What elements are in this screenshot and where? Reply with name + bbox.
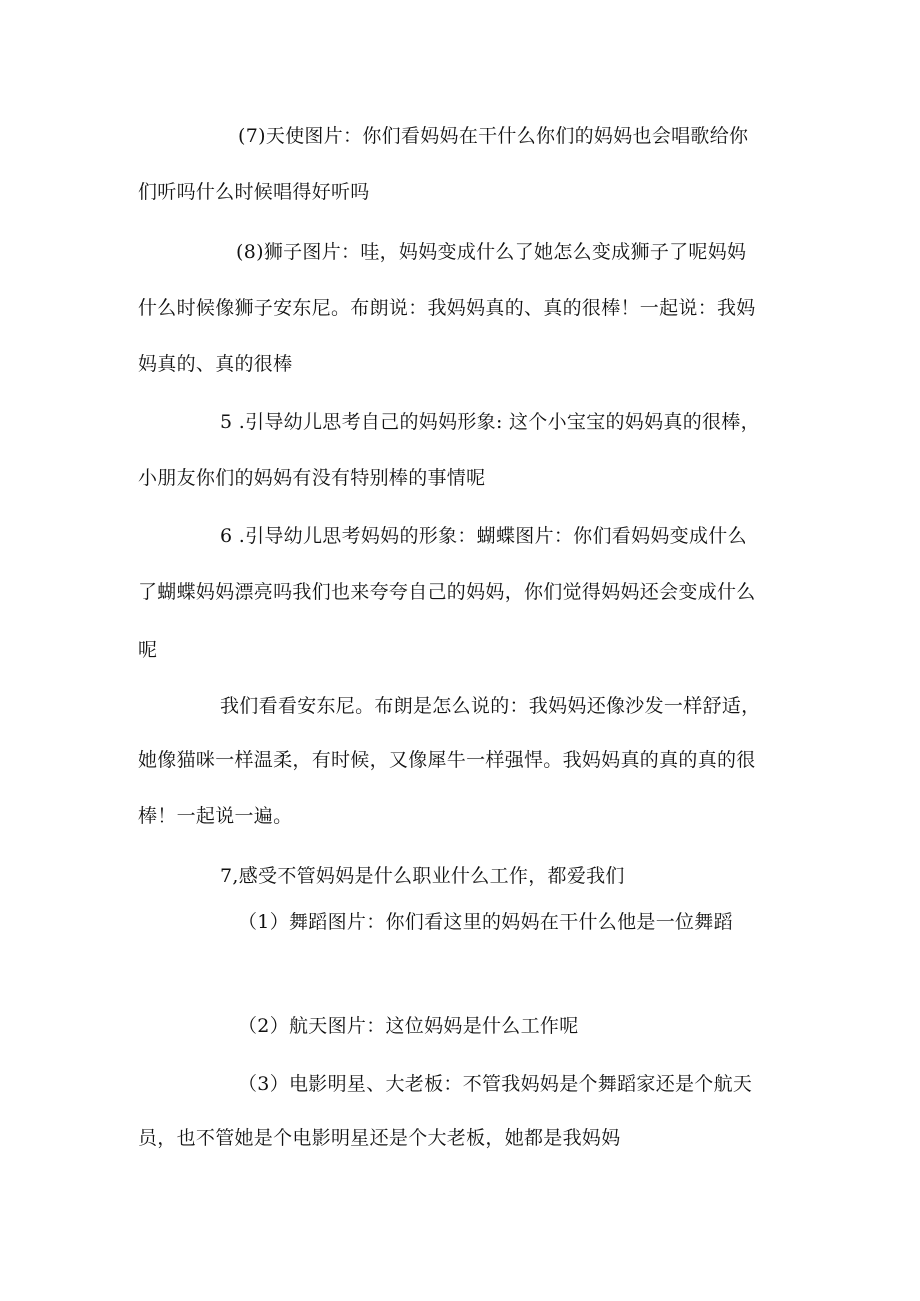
paragraph-movie-line-1: （3）电影明星、大老板：不管我妈妈是个舞蹈家还是个航天 (238, 1073, 753, 1095)
paragraph-angel-line-1: (7)天使图片：你们看妈妈在干什么你们的妈妈也会唱歌给你 (238, 125, 749, 147)
paragraph-dance-line-1: （1）舞蹈图片：你们看这里的妈妈在干什么他是一位舞蹈 (238, 911, 733, 933)
paragraph-space-line-1: （2）航天图片：这位妈妈是什么工作呢 (238, 1015, 579, 1037)
paragraph-step7-line-1: 7,感受不管妈妈是什么职业什么工作，都爱我们 (220, 865, 625, 887)
paragraph-step6-line-1: 6 .引导幼儿思考妈妈的形象：蝴蝶图片：你们看妈妈变成什么 (220, 525, 747, 547)
paragraph-step6-line-3: 呢 (138, 639, 158, 661)
paragraph-anthony-line-3: 棒！一起说一遍。 (138, 805, 293, 827)
paragraph-lion-line-2: 什么时候像狮子安东尼。布朗说：我妈妈真的、真的很棒！一起说：我妈 (138, 297, 756, 319)
paragraph-angel-line-2: 们听吗什么时候唱得好听吗 (138, 181, 370, 203)
paragraph-step5-line-1: 5 .引导幼儿思考自己的妈妈形象: 这个小宝宝的妈妈真的很棒， (220, 411, 760, 433)
paragraph-step6-line-2: 了蝴蝶妈妈漂亮吗我们也来夸夸自己的妈妈，你们觉得妈妈还会变成什么 (138, 581, 756, 603)
paragraph-anthony-line-2: 她像猫咪一样温柔，有时候，又像犀牛一样强悍。我妈妈真的真的真的很 (138, 749, 756, 771)
paragraph-anthony-line-1: 我们看看安东尼。布朗是怎么说的：我妈妈还像沙发一样舒适， (220, 695, 761, 717)
paragraph-step5-line-2: 小朋友你们的妈妈有没有特别棒的事情呢 (138, 467, 486, 489)
paragraph-lion-line-1: (8)狮子图片：哇，妈妈变成什么了她怎么变成狮子了呢妈妈 (236, 241, 747, 263)
paragraph-movie-line-2: 员，也不管她是个电影明星还是个大老板，她都是我妈妈 (138, 1127, 621, 1149)
paragraph-lion-line-3: 妈真的、真的很棒 (138, 353, 293, 375)
